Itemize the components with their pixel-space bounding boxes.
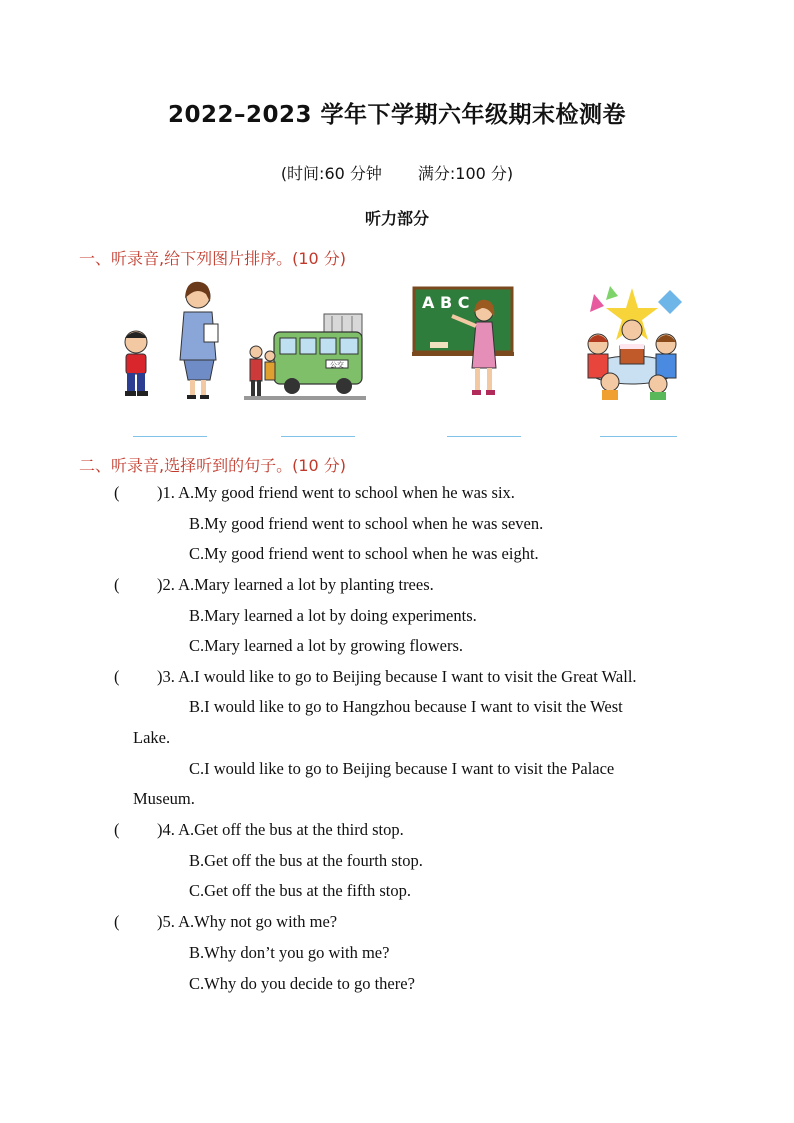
exam-subtitle <box>0 161 794 184</box>
teacher-blackboard-picture <box>412 286 516 404</box>
exam-title: 2022–2023 学年下学期六年级期末检测卷 <box>167 102 627 128</box>
q4-option-a: )4. A.Get off the bus at the third stop. <box>157 820 404 839</box>
exam-time: (时间:60 分钟 <box>280 164 382 183</box>
q5-option-b: B.Why don’t you go with me? <box>189 943 390 962</box>
q2-option-a: )2. A.Mary learned a lot by planting trees. <box>157 575 434 594</box>
q3-option-c-cont: Museum. <box>133 789 195 808</box>
bus-sign: 公交 <box>330 361 344 369</box>
q4-option-b: B.Get off the bus at the fourth stop. <box>189 851 423 870</box>
answer-blank-1[interactable] <box>133 436 207 437</box>
q3-option-a: )3. A.I would like to go to Beijing because I want to visit the Great Wall. <box>157 667 637 686</box>
q1-option-b: B.My good friend went to school when he was seven. <box>189 514 544 533</box>
answer-paren-5[interactable]: ( <box>114 912 120 931</box>
birthday-party-picture <box>574 284 690 402</box>
q2-option-c: C.Mary learned a lot by growing flowers. <box>189 636 464 655</box>
answer-blank-4[interactable] <box>600 436 677 437</box>
section-listening: 听力部分 <box>364 209 429 228</box>
q1-option-a: )1. A.My good friend went to school when he was six. <box>157 483 515 502</box>
q3-option-c: C.I would like to go to Beijing because I want to visit the Palace <box>189 759 615 778</box>
bus-picture <box>244 312 366 404</box>
answer-paren-1[interactable]: ( <box>114 483 120 502</box>
q1-option-c: C.My good friend went to school when he was eight. <box>189 544 539 563</box>
q5-option-c: C.Why do you decide to go there? <box>189 974 415 993</box>
exam-score: 满分:100 分) <box>417 164 514 183</box>
answer-blank-2[interactable] <box>281 436 355 437</box>
blackboard-text: A B C <box>422 293 470 312</box>
q5-option-a: )5. A.Why not go with me? <box>157 912 338 931</box>
part2-heading: 二、听录音,选择听到的句子。(10 分) <box>79 456 347 475</box>
q2-option-b: B.Mary learned a lot by doing experiments. <box>189 606 477 625</box>
q3-option-b: B.I would like to go to Hangzhou because I want to visit the West <box>189 697 623 716</box>
q3-option-b-cont: Lake. <box>133 728 171 747</box>
boy-and-teacher-picture <box>108 278 238 404</box>
answer-paren-4[interactable]: ( <box>114 820 120 839</box>
part1-heading: 一、听录音,给下列图片排序。(10 分) <box>79 249 347 268</box>
q4-option-c: C.Get off the bus at the fifth stop. <box>189 881 411 900</box>
answer-paren-3[interactable]: ( <box>114 667 120 686</box>
answer-blank-3[interactable] <box>447 436 521 437</box>
answer-paren-2[interactable]: ( <box>114 575 120 594</box>
